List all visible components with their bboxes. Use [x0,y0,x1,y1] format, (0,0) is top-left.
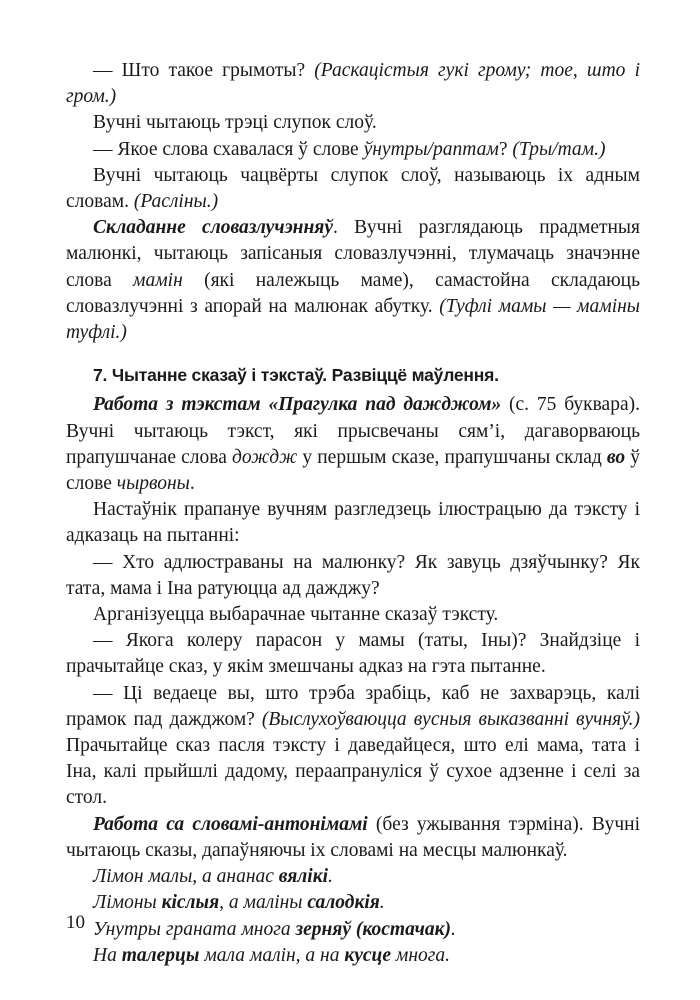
paragraph [66,812,640,864]
text: . [189,473,195,495]
bold-word: салодкія [307,892,380,914]
text: (с. 75 буквара). Вучні чытаюць тэкст, які прысвечаны сям’і, дагаворваюць прапушчанае слова [66,394,640,468]
bold-italic-term: Складанне словазлучэнняў [93,217,334,239]
text: На [93,944,122,966]
paragraph: Настаўнік прапануе вучням разгледзець ілюстрацыю да тэксту і адказаць на пытанні: [66,499,640,547]
text: . Вучні разглядаюць прадметныя малюнкі, чытаюць запісаныя словазлучэнні, тлумачаць значэнне слова [66,217,641,291]
paragraph [66,215,640,346]
bold-word: вялікі [278,866,329,888]
bold-italic-word: во [606,446,626,468]
text: Лімоны [93,892,162,914]
paragraph [66,163,640,215]
text: . [379,892,385,914]
text: ? [498,138,513,160]
bold-word: талерцы [121,944,200,966]
bold-word: зерняў (костачак) [295,918,451,940]
text: у першым сказе, прапушчаны склад [297,446,607,468]
bold-italic-term: Работа з тэкстам «Прагулка пад дажджом» [93,394,502,416]
paragraph [66,392,640,497]
paragraph [66,137,640,163]
bold-italic-term: Работа са словамі-антонімамі [93,813,368,835]
text: Унутры граната многа [93,918,296,940]
text: — Што такое грымоты? [93,60,315,81]
paragraph: Вучні чытаюць трэці слупок слоў. [93,112,377,134]
text: мала малін, а на [199,944,345,966]
italic-word: дождж [231,446,298,468]
page-body [66,58,640,969]
text: Вучні чытаюць чацвёрты слупок слоў, называюць іх адным словам. [66,164,640,213]
text: (без ужывання тэрміна). Вучні чытаюць сказы, дапаўняючы іх словамі на месцы малюнкаў. [66,813,640,861]
italic-word: ўнутры/раптам [363,138,499,160]
text: — Якое слова схавалася ў слове [93,138,364,160]
text: (які належыць маме), самастойна складаюць словазлучэнні з апорай на малюнак абутку. [66,269,640,317]
italic-word: чырвоны [116,473,190,495]
example-sentence [93,890,640,916]
text: ў слове [66,446,641,495]
text: многа. [391,944,451,966]
text: . [450,918,456,940]
example-sentence [93,864,640,890]
paragraph [66,681,640,812]
paragraph: — Хто адлюстраваны на малюнку? Як завуць дзяўчынку? Як тата, мама і Іна ратуюцца ад дажджу? [66,551,640,599]
italic-answer: (Расліны.) [133,191,219,213]
text: . [328,866,333,888]
text: — Ці ведаеце вы, што трэба зрабіць, каб не захварэць, калі прамок пад дажджом? [66,682,640,730]
italic-answer: (Тры/там.) [512,138,606,160]
paragraph: Арганізуецца выбарачнае чытанне сказаў тэксту. [93,604,499,626]
italic-answer: (Раскацістыя гукі грому; тое, што і гром.) [66,60,640,108]
text: Лімон малы, а ананас [93,866,279,888]
bold-word: кусце [344,944,392,966]
example-sentence [93,917,640,943]
example-sentence [93,943,640,969]
paragraph [66,58,640,110]
italic-answer: (Туфлі мамы — маміны туфлі.) [66,295,640,344]
page-number: 10 [66,912,85,933]
section-heading: 7. Чытанне сказаў і тэкстаў. Развіццё маўлення. [93,365,499,386]
paragraph: — Якога колеру парасон у мамы (таты, Іны)? Знайдзіце і прачытайце сказ, у якім змешчаны адказ на гэта пытанне. [66,630,640,678]
bold-word: кіслыя [161,892,220,914]
text: Прачытайце сказ пасля тэксту і даведайцеся, што елі мама, тата і Іна, калі прыйшлі дадому, пераапрануліся ў сухое адзенне і селі за стол. [66,735,640,809]
italic-word: мамін [133,269,183,291]
italic-note: (Выслухоўваюцца вусныя выказванні вучняў.) [261,708,640,730]
text: , а маліны [219,892,308,914]
